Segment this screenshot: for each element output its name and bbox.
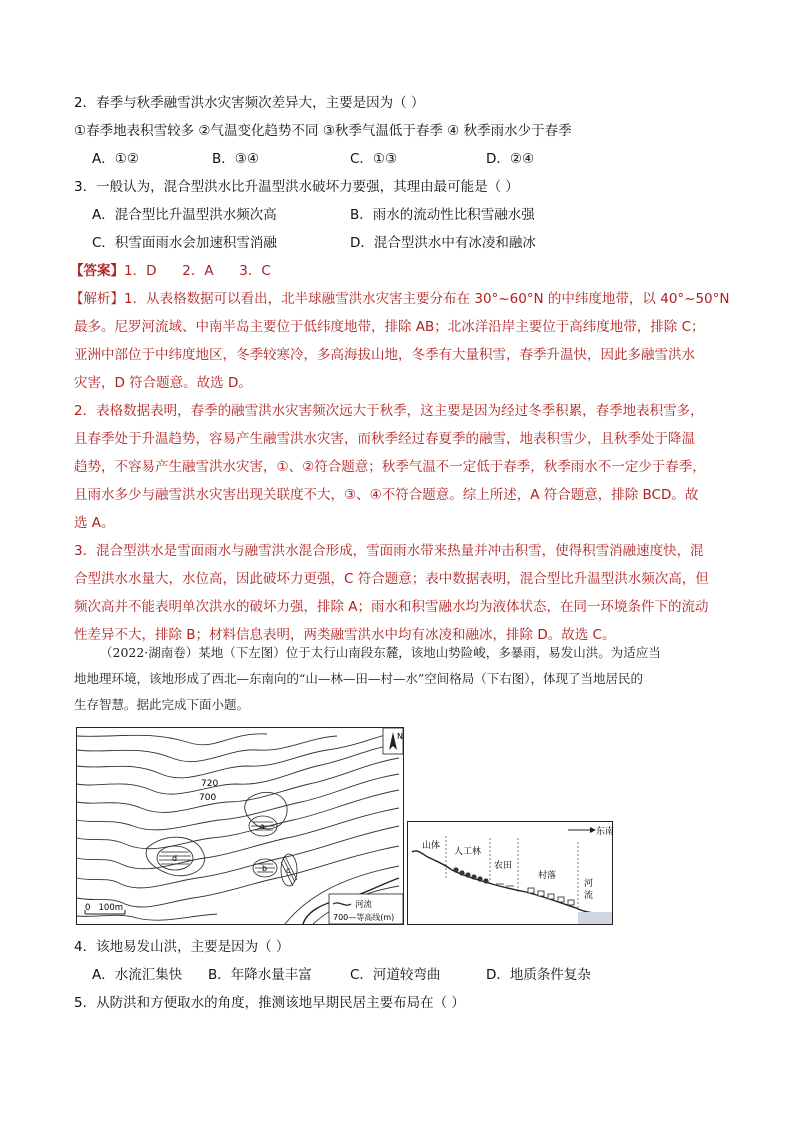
analysis-line: 趋势，不容易产生融雪洪水灾害，①、②符合题意；秋季气温不一定低于春季，秋季雨水不一定少于春季， xyxy=(74,459,706,475)
q2-statements: ①春季地表积雪较多 ②气温变化趋势不同 ③秋季气温低于春季 ④ 秋季雨水少于春季 xyxy=(74,123,572,139)
river-water xyxy=(578,912,612,924)
analysis-line: 且春季处于升温趋势，容易产生融雪洪水灾害，而秋季经过春夏季的融雪，地表积雪少，且秋季处于降温 xyxy=(74,431,695,447)
contour-line xyxy=(77,734,267,745)
legend-river-label: 河流 xyxy=(355,900,373,910)
zone-label-mountain: 山体 xyxy=(422,841,441,851)
intro-line: （2022·湖南卷）某地（下左图）位于太行山南段东麓，该地山势险峻，多暴雨，易发山洪。为适应当 xyxy=(100,645,661,660)
q2-option-b: B．③④ xyxy=(212,151,259,167)
q2-option-a: A．①② xyxy=(92,151,139,167)
q3-stem: 3．一般认为，混合型洪水比升温型洪水破坏力要强，其理由最可能是（ ） xyxy=(74,179,519,195)
direction-label: 东南 xyxy=(596,827,615,837)
contour-line xyxy=(77,826,399,888)
q2-option-c: C．①③ xyxy=(350,151,398,167)
contour-line xyxy=(77,774,399,830)
analysis-line: 性差异不大，排除 B；材料信息表明，两类融雪洪水中均有冰凌和融冰，排除 D。故选 C。 xyxy=(74,627,616,643)
q4-option-a: A．水流汇集快 xyxy=(92,967,183,983)
answer-tag: 【答案】 xyxy=(70,263,124,279)
zone-label-farmland: 农田 xyxy=(494,861,513,871)
contour-label-700: 700 xyxy=(199,793,217,803)
contour-map-drawing xyxy=(77,728,403,924)
analysis-line: 合型洪水水量大，水位高，因此破坏力更强，C 符合题意；表中数据表明，混合型比升温型洪水频次高，但 xyxy=(74,571,709,587)
zone-label-river-a: 河 xyxy=(584,879,594,889)
scale-label: 0 100m xyxy=(85,903,124,913)
contour-line xyxy=(77,790,399,849)
analysis-line: 频次高并不能表明单次洪水的破坏力强，排除 A；雨水和积雪融水均为液体状态，在同一环境条件下的流动 xyxy=(74,599,709,615)
analysis-line: 且雨水多少与融雪洪水灾害出现关联度不大，③、④不符合题意。综上所述，A 符合题意，排除 BCD。故 xyxy=(74,487,699,503)
answer-text: 1．D 2．A 3．C xyxy=(124,263,271,279)
q2-stem: 2．春季与秋季融雪洪水灾害频次差异大，主要是因为（ ） xyxy=(74,95,425,111)
analysis-line: 亚洲中部位于中纬度地区，冬季较寒冷，多高海拔山地，冬季有大量积雪，春季升温快，因此多融雪洪水 xyxy=(74,347,695,363)
north-label: N xyxy=(397,732,403,741)
answer-line xyxy=(70,262,271,280)
q2-option-d: D．②④ xyxy=(486,151,535,167)
area-label-a: a xyxy=(260,822,265,831)
q3-option-b: B．雨水的流动性比积雪融水强 xyxy=(350,207,535,223)
area-label-b: b xyxy=(262,864,268,873)
area-label-d: d xyxy=(172,854,178,863)
q4-option-b: B．年降水量丰富 xyxy=(208,967,312,983)
q3-option-d: D．混合型洪水中有冰凌和融冰 xyxy=(350,235,536,251)
profile-diagram xyxy=(407,821,613,925)
analysis-line: 3．混合型洪水是雪面雨水与融雪洪水混合形成，雪面雨水带来热量并冲击积雪，使得积雪消融速度快，混 xyxy=(74,543,704,559)
intro-line: 生存智慧。据此完成下面小题。 xyxy=(74,697,250,712)
analysis-line: 选 A。 xyxy=(74,515,115,531)
contour-label-720: 720 xyxy=(201,779,219,789)
analysis-line: 灾害，D 符合题意。故选 D。 xyxy=(74,375,252,391)
profile-drawing xyxy=(408,822,615,924)
zone-label-forest: 人工林 xyxy=(454,847,482,857)
zone-label-village: 村落 xyxy=(538,871,557,881)
contour-line xyxy=(77,736,337,762)
q4-option-d: D．地质条件复杂 xyxy=(486,967,591,983)
legend-contour-label: 700—等高线(m) xyxy=(333,913,395,922)
q5-stem: 5．从防洪和方便取水的角度，推测该地早期民居主要布局在（ ） xyxy=(74,995,465,1011)
contour-map xyxy=(76,727,404,925)
zone-label-river-b: 流 xyxy=(584,891,594,901)
contour-line xyxy=(77,732,397,778)
analysis-line: 2．表格数据表明，春季的融雪洪水灾害频次远大于秋季，这主要是因为经过冬季积累，春季地表积雪多， xyxy=(74,403,704,419)
intro-line: 地地理环境，该地形成了西北—东南向的“山—林—田—村—水”空间格局（下右图），体现了当地居民的 xyxy=(74,671,644,686)
q4-option-c: C．河道较弯曲 xyxy=(350,967,441,983)
q4-stem: 4．该地易发山洪，主要是因为（ ） xyxy=(74,939,290,955)
village-houses xyxy=(528,888,574,905)
q3-option-a: A．混合型比升温型洪水频次高 xyxy=(92,207,277,223)
analysis-line: 【解析】1．从表格数据可以看出，北半球融雪洪水灾害主要分布在 30°~60°N 的中纬度地带，以 40°~50°N xyxy=(70,291,730,307)
contour-line xyxy=(77,914,217,920)
area-label-c: c xyxy=(286,866,291,875)
q3-option-c: C．积雪面雨水会加速积雪消融 xyxy=(92,235,277,251)
analysis-line: 最多。尼罗河流域、中南半岛主要位于低纬度地带，排除 AB；北冰洋沿岸主要位于高纬度地带，排除 C； xyxy=(74,319,705,335)
